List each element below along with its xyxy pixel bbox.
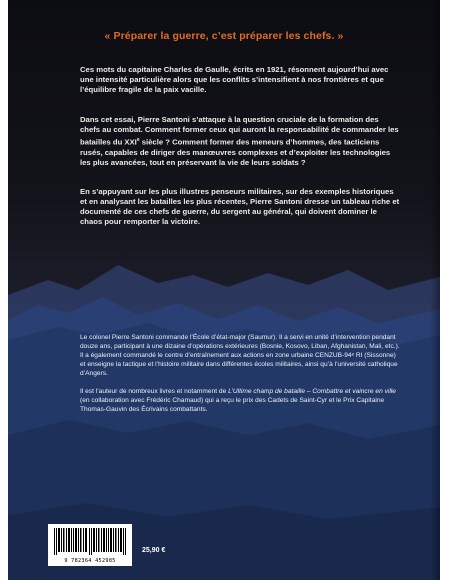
epigraph-quote: « Préparer la guerre, c’est préparer les chefs. » <box>104 30 344 42</box>
price-label: 25,90 € <box>142 547 166 554</box>
blurb-paragraph-1: Ces mots du capitaine Charles de Gaulle, écrits en 1921, résonnent aujourd’hui avec une intensité particulière alors que les conflits s’intensifient à nos frontières et que l’équilibre fragile de la paix vacille. <box>80 65 389 95</box>
century-superscript: e <box>136 137 140 144</box>
blurb-paragraph-2-part-a: Dans cet essai, Pierre Santoni s’attaque à la question cruciale de la formation des chefs au combat. Comment former ceux qui auront la responsabilité de commander les batailles du XXI <box>80 115 399 147</box>
back-cover <box>8 0 440 580</box>
bio-2-part-a: Il est l’auteur de nombreux livres et notamment de <box>80 388 229 395</box>
barcode-digits: 9 782364 452985 <box>64 558 116 564</box>
barcode <box>48 524 132 566</box>
blurb-paragraph-3: En s’appuyant sur les plus illustres penseurs militaires, sur des exemples historiques et en analysant les batailles les plus récentes, Pierre Santoni dresse un tableau riche et documenté de ces chefs de guerre, du sergent au général, qui doivent dominer le chaos pour remporter la victoire. <box>80 187 400 227</box>
blurb-paragraph-2-part-b: siècle ? Comment former des meneurs d’hommes, des tacticiens rusés, capables de diriger des manœuvres complexes et d’exploiter les technologies les plus avancées, tout en préservant la vie de leurs soldats ? <box>80 137 391 167</box>
barcode-bars <box>54 528 126 555</box>
spine-shadow <box>430 0 440 580</box>
book-title-italic: L’Ultime champ de bataille – Combattre et vaincre en ville <box>228 388 396 395</box>
author-bio-paragraph-2 <box>80 388 400 415</box>
bio-2-part-b: (en collaboration avec Frédéric Chamaud) qui a reçu le prix des Cadets de Saint-Cyr et le Prix Capitaine Thomas-Gauvin des Écrivains combattants. <box>80 396 385 413</box>
author-bio-paragraph-1: Le colonel Pierre Santoni commande l’École d’état-major (Saumur). Il a servi en unité d’intervention pendant douze ans, participant à une dizaine d’opérations extérieures (Bosnie, Kosovo, Liban, Afghanistan, Mali, etc.). Il a également commandé le centre d’entraînement aux actions en zone urbaine CENZUB-94ᵉ RI (Sissonne) et enseigne la tactique et l’histoire militaire dans différentes écoles militaires, ainsi qu’à l’université catholique d’Angers. <box>80 334 400 377</box>
blurb-paragraph-2 <box>80 115 400 168</box>
